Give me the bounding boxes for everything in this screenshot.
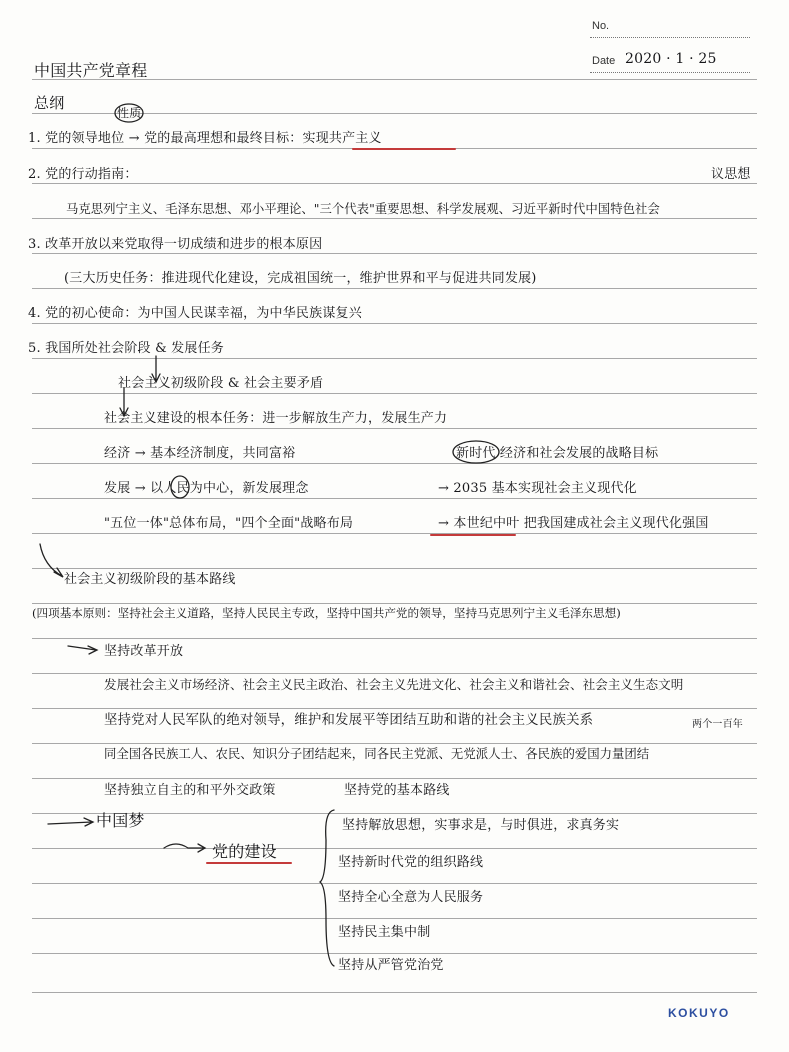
note-l8: 坚持改革开放 [104, 644, 184, 659]
note-l12: 坚持独立自主的和平外交政策 [104, 783, 276, 798]
note-l5c-right: 新时代 经济和社会发展的战略目标 [456, 446, 659, 461]
note-l2b: 马克思列宁主义、毛泽东思想、邓小平理论、"三个代表"重要思想、科学发展观、习近平新时代中国特色社会 [66, 201, 660, 216]
arrow-right-mark [40, 544, 63, 577]
note-b1: 坚持解放思想，实事求是，与时俱进，求真务实 [342, 818, 620, 833]
note-l5: 5. 我国所处社会阶段 & 发展任务 [28, 341, 224, 356]
arrow-down-mark [120, 388, 128, 416]
note-l9: 发展社会主义市场经济、社会主义民主政治、社会主义先进文化、社会主义和谐社会、社会主义生态文明 [104, 677, 684, 692]
note-l13: 中国梦 [96, 811, 145, 830]
brace-mark [320, 810, 334, 966]
brand-logo: KOKUYO [668, 1006, 730, 1020]
note-b4: 坚持民主集中制 [338, 925, 431, 940]
note-l3b: (三大历史任务：推进现代化建设，完成祖国统一，维护世界和平与促进共同发展) [64, 271, 537, 286]
date-value: 2020 · 1 · 25 [625, 51, 717, 67]
note-l2-side: 议思想 [711, 167, 751, 182]
note-l5a: 社会主义初级阶段 & 社会主要矛盾 [118, 376, 324, 391]
note-b2: 坚持新时代党的组织路线 [338, 855, 484, 870]
note-l5c: 经济 → 基本经济制度，共同富裕 [104, 446, 296, 461]
note-l4: 4. 党的初心使命：为中国人民谋幸福，为中华民族谋复兴 [28, 306, 362, 321]
date-label: Date [592, 55, 616, 67]
no-label: No. [592, 20, 610, 32]
note-l5d-right: → 2035 基本实现社会主义现代化 [438, 481, 637, 496]
note-l11: 同全国各民族工人、农民、知识分子团结起来，同各民主党派、无党派人士、各民族的爱国力量团结 [104, 746, 650, 761]
circle-mark [115, 104, 143, 122]
arrow-right-mark [48, 818, 93, 826]
note-l12-right: 坚持党的基本路线 [344, 783, 450, 798]
note-title: 中国共产党章程 [34, 61, 148, 80]
note-general: 总纲 [34, 94, 65, 112]
note-l6: 社会主义初级阶段的基本路线 [64, 572, 236, 587]
note-l2: 2. 党的行动指南： [28, 167, 138, 182]
note-l5d: 发展 → 以人民为中心，新发展理念 [104, 481, 309, 496]
circle-mark [453, 441, 499, 463]
note-l10-right: 两个一百年 [692, 719, 743, 730]
note-l7: (四项基本原则：坚持社会主义道路，坚持人民民主专政，坚持中国共产党的领导，坚持马克思列宁主义毛泽东思想) [32, 606, 621, 620]
circle-mark [171, 476, 189, 498]
note-l3: 3. 改革开放以来党取得一切成绩和进步的根本原因 [28, 237, 323, 252]
note-l1-annotation: 性质 [117, 106, 142, 120]
squiggle-mark [164, 844, 205, 852]
note-l1: 1. 党的领导地位 → 党的最高理想和最终目标：实现共产主义 [28, 131, 382, 146]
note-b5: 坚持从严管党治党 [338, 958, 444, 973]
arrow-right-mark [68, 646, 97, 654]
note-l5e-right: → 本世纪中叶 把我国建成社会主义现代化强国 [438, 516, 709, 531]
note-b3: 坚持全心全意为人民服务 [338, 890, 484, 905]
note-l10: 坚持党对人民军队的绝对领导，维护和发展平等团结互助和谐的社会主义民族关系 [104, 713, 594, 728]
note-l5e: "五位一体"总体布局，"四个全面"战略布局 [104, 516, 354, 531]
note-l5b: 社会主义建设的根本任务：进一步解放生产力，发展生产力 [104, 411, 448, 426]
arrow-down-mark [152, 356, 160, 382]
note-l14: 党的建设 [212, 842, 277, 861]
